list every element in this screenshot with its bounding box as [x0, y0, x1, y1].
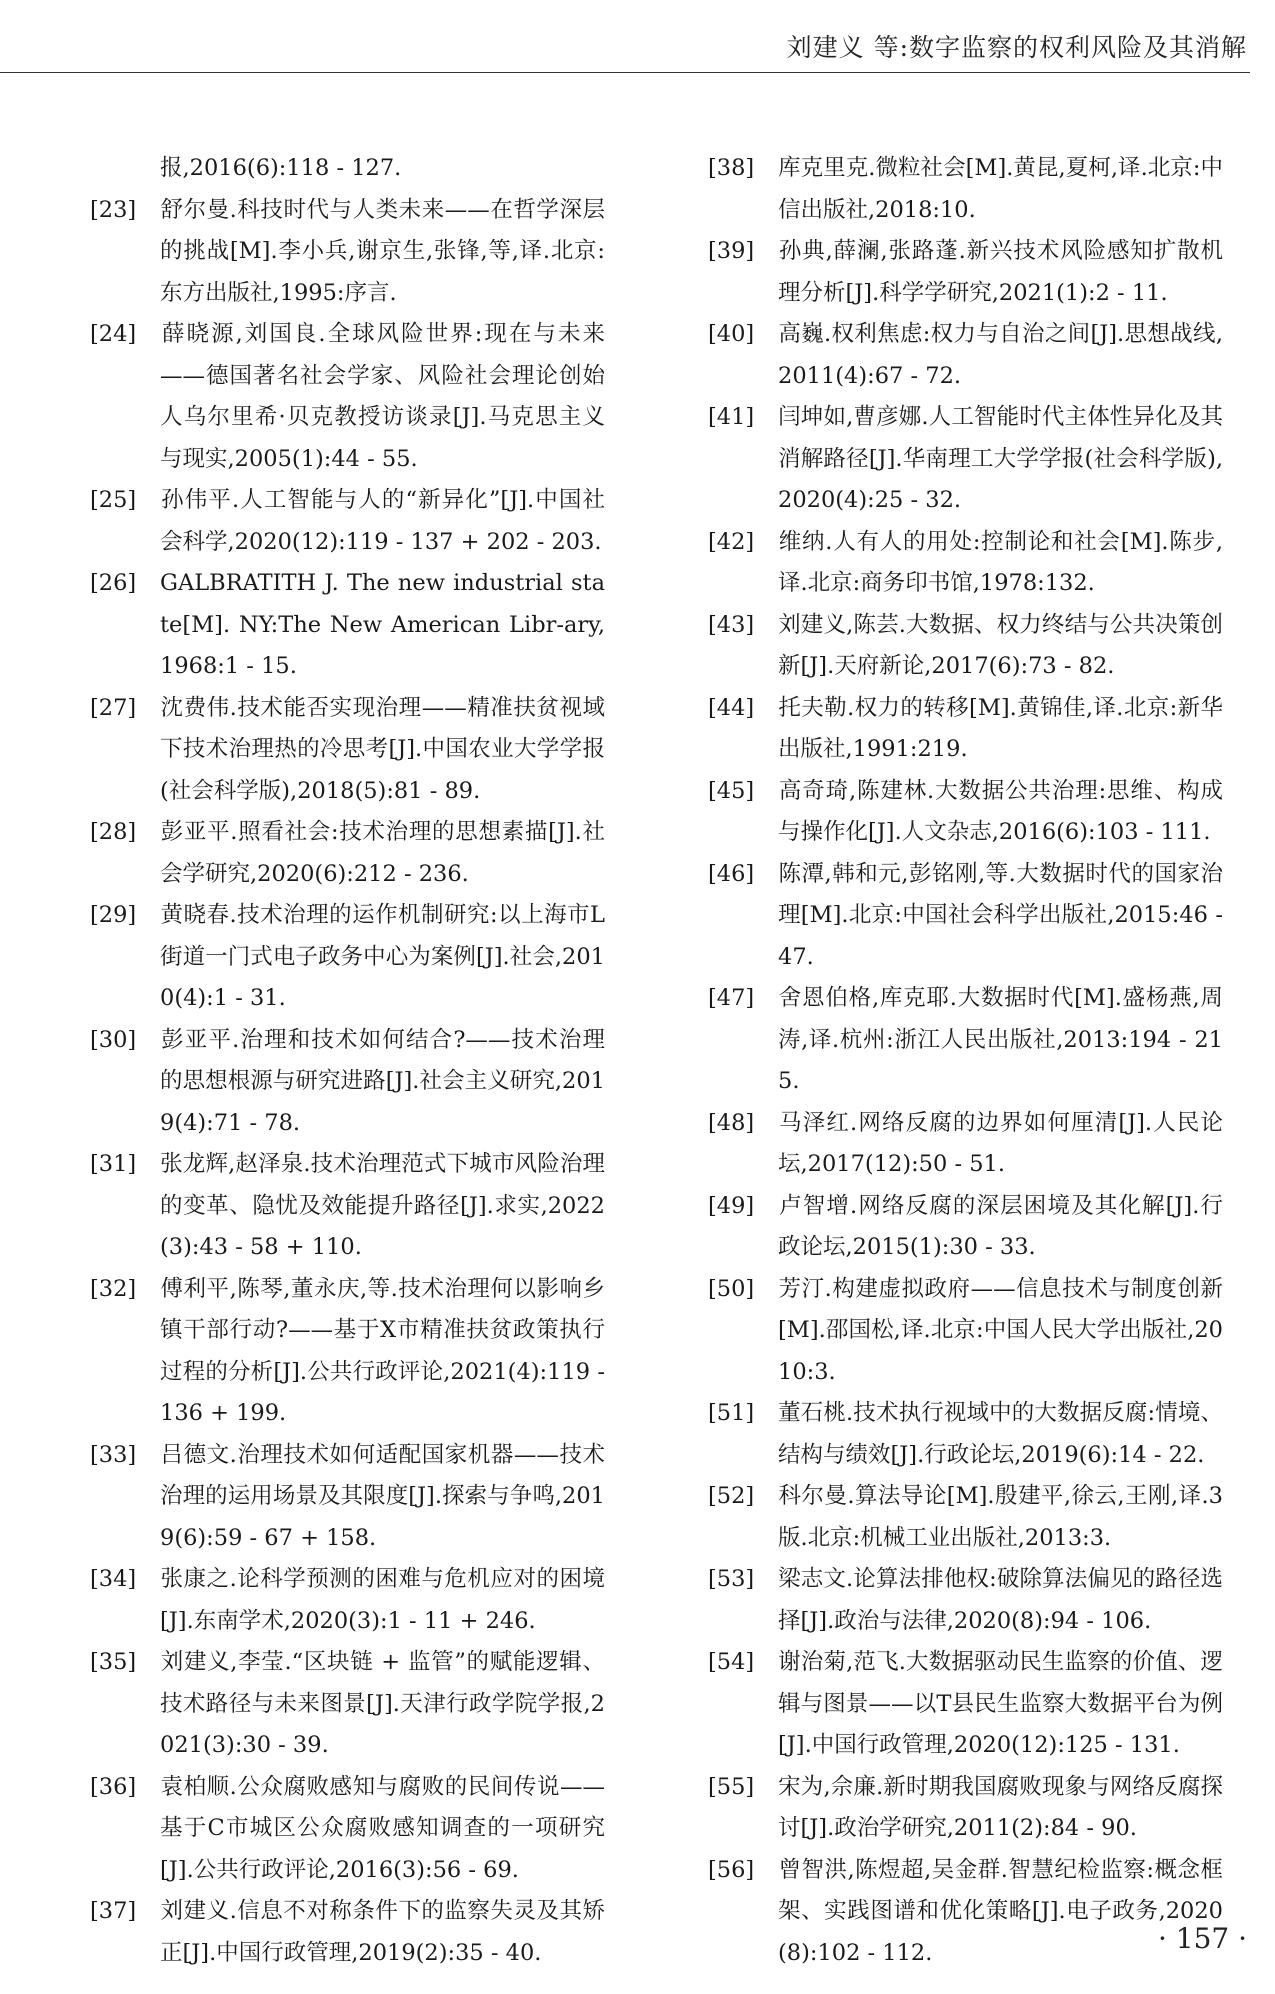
reference-number: [56]: [708, 1856, 755, 1883]
reference-number: [32]: [90, 1275, 137, 1302]
reference-item: [90, 1891, 605, 1974]
reference-item: [90, 688, 605, 813]
reference-item: [90, 563, 605, 688]
reference-text: 张康之.论科学预测的困难与危机应对的困境[J].东南学术,2020(3):1 - 11 + 246.: [160, 1566, 605, 1634]
reference-item: [90, 1435, 605, 1560]
reference-number: [37]: [90, 1898, 137, 1924]
reference-number: [45]: [708, 777, 755, 804]
reference-number: [39]: [708, 238, 755, 264]
reference-text: 沈费伟.技术能否实现治理——精准扶贫视域下技术治理热的冷思考[J].中国农业大学学报(社会科学版),2018(5):81 - 89.: [160, 694, 605, 804]
reference-text: 彭亚平.照看社会:技术治理的思想素描[J].社会学研究,2020(6):212 - 236.: [160, 819, 605, 887]
reference-text: 高巍.权利焦虑:权力与自治之间[J].思想战线,2011(4):67 - 72.: [778, 321, 1223, 389]
reference-text: 卢智增.网络反腐的深层困境及其化解[J].行政论坛,2015(1):30 - 33.: [778, 1192, 1223, 1260]
reference-number: [27]: [90, 694, 137, 721]
reference-item: [90, 1642, 605, 1767]
reference-number: [26]: [90, 570, 137, 596]
reference-item: [708, 1186, 1223, 1269]
running-header: 刘建义 等:数字监察的权利风险及其消解: [786, 33, 1247, 62]
reference-text: 舒尔曼.科技时代与人类未来——在哲学深层的挑战[M].李小兵,谢京生,张锋,等,译.北京:东方出版社,1995:序言.: [160, 196, 605, 306]
reference-continuation: 报,2016(6):118 - 127.: [160, 155, 402, 181]
reference-text: 刘建义.信息不对称条件下的监察失灵及其矫正[J].中国行政管理,2019(2):35 - 40.: [160, 1898, 605, 1966]
reference-item: [708, 397, 1223, 522]
reference-text: 库克里克.微粒社会[M].黄昆,夏柯,译.北京:中信出版社,2018:10.: [778, 155, 1223, 223]
reference-text: 袁柏顺.公众腐败感知与腐败的民间传说——基于C市城区公众腐败感知调查的一项研究[J].公共行政评论,2016(3):56 - 69.: [160, 1773, 605, 1883]
reference-text: 孙伟平.人工智能与人的“新异化”[J].中国社会科学,2020(12):119 - 137 + 202 - 203.: [160, 487, 605, 555]
reference-number: [55]: [708, 1773, 755, 1800]
reference-number: [52]: [708, 1483, 755, 1509]
reference-number: [40]: [708, 321, 755, 347]
page-number: · 157 ·: [1157, 1922, 1247, 1955]
reference-text: 维纳.人有人的用处:控制论和社会[M].陈步,译.北京:商务印书馆,1978:132.: [778, 528, 1223, 596]
reference-text: 薛晓源,刘国良.全球风险世界:现在与未来——德国著名社会学家、风险社会理论创始人乌尔里希·贝克教授访谈录[J].马克思主义与现实,2005(1):44 - 55.: [160, 321, 605, 472]
reference-number: [49]: [708, 1192, 755, 1219]
reference-number: [28]: [90, 819, 137, 845]
reference-number: [29]: [90, 902, 137, 928]
reference-item: [708, 1269, 1223, 1394]
reference-number: [33]: [90, 1441, 137, 1468]
reference-text: 黄晓春.技术治理的运作机制研究:以上海市L街道一门式电子政务中心为案例[J].社会,2010(4):1 - 31.: [160, 902, 605, 1011]
reference-item: [708, 1559, 1223, 1642]
reference-item: [708, 688, 1223, 771]
reference-number: [47]: [708, 985, 755, 1011]
reference-number: [46]: [708, 860, 755, 887]
reference-text: 托夫勒.权力的转移[M].黄锦佳,译.北京:新华出版社,1991:219.: [778, 694, 1223, 762]
reference-item: [708, 1393, 1223, 1476]
reference-number: [31]: [90, 1151, 137, 1177]
reference-text: 曾智洪,陈煜超,吴金群.智慧纪检监察:概念框架、实践图谱和优化策略[J].电子政务,2020(8):102 - 112.: [778, 1856, 1223, 1966]
reference-number: [24]: [90, 321, 137, 347]
reference-number: [43]: [708, 611, 755, 638]
reference-number: [34]: [90, 1566, 137, 1592]
reference-text: 孙典,薛澜,张路蓬.新兴技术风险感知扩散机理分析[J].科学学研究,2021(1):2 - 11.: [778, 238, 1223, 306]
reference-text: 谢治菊,范飞.大数据驱动民生监察的价值、逻辑与图景——以T县民生监察大数据平台为例[J].中国行政管理,2020(12):125 - 131.: [778, 1649, 1223, 1758]
reference-item: [708, 771, 1223, 854]
reference-item: [708, 522, 1223, 605]
reference-item: [90, 812, 605, 895]
reference-item: [708, 1850, 1223, 1975]
reference-text: 宋为,佘廉.新时期我国腐败现象与网络反腐探讨[J].政治学研究,2011(2):84 - 90.: [778, 1773, 1223, 1841]
reference-text: 傅利平,陈琴,董永庆,等.技术治理何以影响乡镇干部行动?——基于X市精准扶贫政策执行过程的分析[J].公共行政评论,2021(4):119 - 136 + 199.: [160, 1275, 605, 1426]
reference-number: [42]: [708, 528, 755, 555]
reference-text: 陈潭,韩和元,彭铭刚,等.大数据时代的国家治理[M].北京:中国社会科学出版社,2015:46 - 47.: [778, 860, 1223, 970]
reference-item: [90, 1559, 605, 1642]
reference-text: GALBRATITH J. The new industrial state[M]. NY:The New American Libr-ary,1968:1 - 15.: [160, 570, 605, 679]
reference-column-right: [708, 148, 1223, 1974]
reference-item: [708, 231, 1223, 314]
reference-number: [48]: [708, 1109, 755, 1136]
reference-text: 刘建义,李莹.“区块链 + 监管”的赋能逻辑、技术路径与未来图景[J].天津行政学院学报,2021(3):30 - 39.: [160, 1649, 605, 1758]
reference-text: 高奇琦,陈建林.大数据公共治理:思维、构成与操作化[J].人文杂志,2016(6):103 - 111.: [778, 777, 1223, 845]
reference-text: 马泽红.网络反腐的边界如何厘清[J].人民论坛,2017(12):50 - 51.: [778, 1109, 1223, 1177]
reference-number: [50]: [708, 1275, 755, 1302]
reference-item: [90, 1767, 605, 1892]
reference-item: [708, 978, 1223, 1103]
reference-column-left: [90, 148, 605, 1974]
reference-item: [708, 854, 1223, 979]
reference-item: [708, 605, 1223, 688]
reference-item: [90, 314, 605, 480]
reference-text: 芳汀.构建虚拟政府——信息技术与制度创新[M].邵国松,译.北京:中国人民大学出版社,2010:3.: [778, 1275, 1223, 1385]
reference-item: [708, 1642, 1223, 1767]
reference-number: [51]: [708, 1400, 755, 1426]
reference-number: [44]: [708, 694, 755, 721]
reference-item: [708, 1103, 1223, 1186]
reference-text: 彭亚平.治理和技术如何结合?——技术治理的思想根源与研究进路[J].社会主义研究,2019(4):71 - 78.: [160, 1026, 605, 1136]
reference-item: [90, 895, 605, 1020]
reference-text: 闫坤如,曹彦娜.人工智能时代主体性异化及其消解路径[J].华南理工大学学报(社会科学版),2020(4):25 - 32.: [778, 404, 1223, 513]
reference-item: [708, 148, 1223, 231]
reference-number: [41]: [708, 404, 755, 430]
reference-number: [23]: [90, 196, 137, 223]
header-rule: [0, 72, 1250, 73]
reference-number: [36]: [90, 1773, 137, 1800]
reference-item: [90, 190, 605, 315]
reference-item: [708, 1767, 1223, 1850]
reference-number: [53]: [708, 1566, 755, 1592]
reference-item: [708, 314, 1223, 397]
reference-text: 梁志文.论算法排他权:破除算法偏见的路径选择[J].政治与法律,2020(8):94 - 106.: [778, 1566, 1223, 1634]
reference-item: [90, 1020, 605, 1145]
reference-text: 刘建义,陈芸.大数据、权力终结与公共决策创新[J].天府新论,2017(6):73 - 82.: [778, 611, 1223, 679]
reference-item: [708, 1476, 1223, 1559]
reference-text: 科尔曼.算法导论[M].殷建平,徐云,王刚,译.3版.北京:机械工业出版社,2013:3.: [778, 1483, 1223, 1551]
reference-item: [90, 1144, 605, 1269]
reference-text: 吕德文.治理技术如何适配国家机器——技术治理的运用场景及其限度[J].探索与争鸣,2019(6):59 - 67 + 158.: [160, 1441, 605, 1551]
reference-number: [30]: [90, 1026, 137, 1053]
reference-item: [90, 1269, 605, 1435]
reference-number: [54]: [708, 1649, 755, 1675]
reference-text: 张龙辉,赵泽泉.技术治理范式下城市风险治理的变革、隐忧及效能提升路径[J].求实,2022(3):43 - 58 + 110.: [160, 1151, 605, 1260]
reference-text: 董石桃.技术执行视域中的大数据反腐:情境、结构与绩效[J].行政论坛,2019(6):14 - 22.: [778, 1400, 1223, 1468]
reference-number: [25]: [90, 487, 137, 513]
reference-text: 舍恩伯格,库克耶.大数据时代[M].盛杨燕,周涛,译.杭州:浙江人民出版社,2013:194 - 215.: [778, 985, 1223, 1094]
reference-item: [90, 480, 605, 563]
reference-number: [35]: [90, 1649, 137, 1675]
reference-number: [38]: [708, 155, 755, 181]
